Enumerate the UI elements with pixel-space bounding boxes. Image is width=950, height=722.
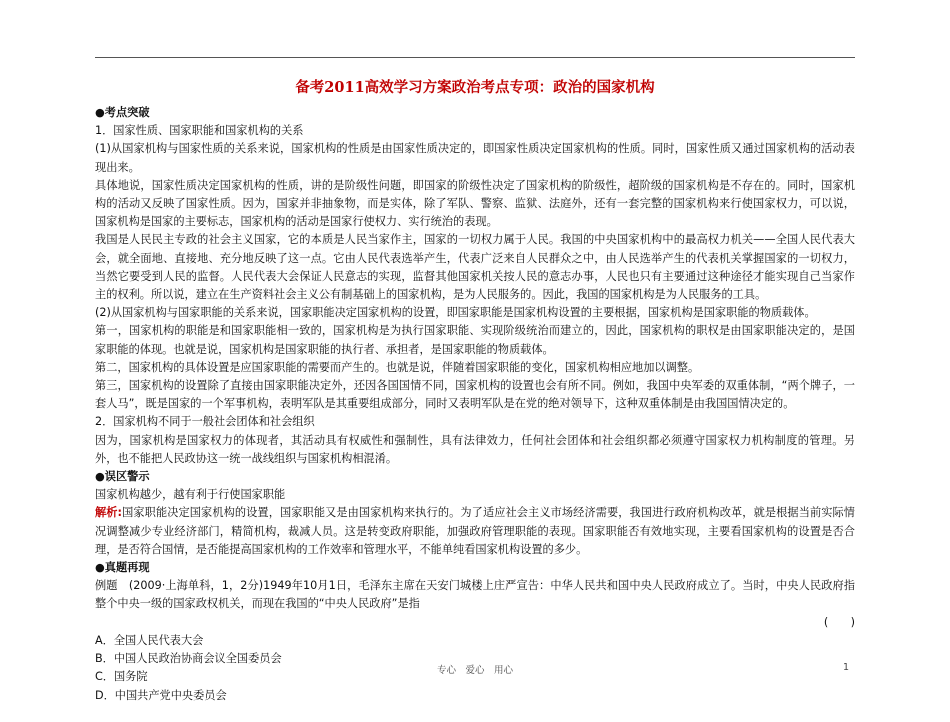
- answer-bracket: ( ): [823, 615, 855, 629]
- option-c: C．国务院: [95, 670, 148, 684]
- page-number: 1: [843, 662, 850, 673]
- option-d: D．中国共产党中央委员会: [95, 688, 227, 702]
- analysis-text: 国家职能决定国家机构的设置，国家职能又是由国家机构来执行的。为了适应社会主义市场经济需要，我国进行政府机构改革，就是根据当前实际情况调整减少专业经济部门，精简机构，裁减人员。这是转变政府职能，加强政府管理职能的表现。国家职能否有效地实现，主要看国家机构的设置是否合理，是否符合国情，是否能提高国家机构的工作效率和管理水平，不能单纯看国家机构设置的多少。: [95, 506, 855, 556]
- subheading-1: 1．国家性质、国家职能和国家机构的关系: [95, 124, 304, 138]
- paragraph: 第三，国家机构的设置除了直接由国家职能决定外，还因各国国情不同，国家机构的设置也会有所不同。例如，我国中央军委的双重体制，“两个牌子，一套人马”，既是国家的一个军事机构，表明军队是其重要组成部分，同时又表明军队是在党的绝对领导下，这种双重体制是由我国国情决定的。: [95, 379, 855, 411]
- option-a: A．全国人民代表大会: [95, 633, 204, 647]
- paragraph: 因为，国家机构是国家权力的体现者，其活动具有权威性和强制性，具有法律效力，任何社会团体和社会组织都必须遵守国家权力机构制度的管理。另外，也不能把人民政协这一统一战线组织与国家机构相混淆。: [95, 433, 855, 465]
- header-rule: [95, 57, 855, 58]
- analysis-paragraph: [95, 504, 855, 559]
- analysis-label: 解析:: [95, 506, 123, 520]
- document-body: [95, 78, 855, 705]
- paragraph: (1)从国家机构与国家性质的关系来说，国家机构的性质是由国家性质决定的，即国家性质决定国家机构的性质。同时，国家性质又通过国家机构的活动表现出来。: [95, 142, 855, 174]
- paragraph: 第二，国家机构的具体设置是应国家职能的需要而产生的。也就是说，伴随着国家职能的变化，国家机构相应地加以调整。: [95, 360, 700, 374]
- option-b: B．中国人民政治协商会议全国委员会: [95, 652, 282, 666]
- exam-question: 例题 (2009·上海单科，1，2分)1949年10月1日，毛泽东主席在天安门城楼上庄严宣告：中华人民共和国中央人民政府成立了。当时，中央人民政府指整个中央一级的国家政权机关，而现在我国的“中央人民政府”是指: [95, 579, 855, 611]
- paragraph: 第一，国家机构的职能是和国家职能相一致的，国家机构是为执行国家职能、实现阶级统治而建立的，因此，国家机构的职权是由国家职能决定的，是国家职能的体现。也就是说，国家机构是国家职能的执行者、承担者，是国家职能的物质载体。: [95, 324, 855, 356]
- paragraph: 具体地说，国家性质决定国家机构的性质，讲的是阶级性问题，即国家的阶级性决定了国家机构的阶级性，超阶级的国家机构是不存在的。同时，国家机构的活动又反映了国家性质。因为，国家并非抽象物，而是实体，除了军队、警察、监狱、法庭外，还有一套完整的国家机构来行使国家权力，可以说，国家机构是国家的主要标志，国家机构的活动是国家行使权力、实行统治的表现。: [95, 178, 855, 229]
- subheading-2: 2．国家机构不同于一般社会团体和社会组织: [95, 415, 315, 429]
- page-title: 备考2011高效学习方案政治考点专项：政治的国家机构: [295, 79, 655, 96]
- paragraph: (2)从国家机构与国家职能的关系来说，国家职能决定国家机构的设置，即国家职能是国家机构设置的主要根据，国家机构是国家职能的物质载体。: [95, 306, 816, 320]
- section-header-zhenti: ●真题再现: [95, 561, 150, 575]
- footer-motto: 专心 爱心 用心: [436, 665, 513, 676]
- section-header-wuqu: ●误区警示: [95, 470, 150, 484]
- section-header-kaodian: ●考点突破: [95, 106, 150, 119]
- misconception-statement: 国家机构越少，越有利于行使国家职能: [95, 488, 286, 502]
- paragraph: 我国是人民民主专政的社会主义国家，它的本质是人民当家作主，国家的一切权力属于人民。我国的中央国家机构中的最高权力机关——全国人民代表大会，就全面地、直接地、充分地反映了这一点。它由人民代表选举产生，代表广泛来自人民群众之中，由人民选举产生的代表机关掌握国家的一切权力，当然它要受到人民的监督。人民代表大会保证人民意志的实现，监督其他国家机关按人民的意志办事，人民也只有主要通过这种途径才能实现自己当家作主的权利。所以说，建立在生产资料社会主义公有制基础上的国家机构，是为人民服务的。因此，我国的国家机构是为人民服务的工具。: [95, 233, 855, 302]
